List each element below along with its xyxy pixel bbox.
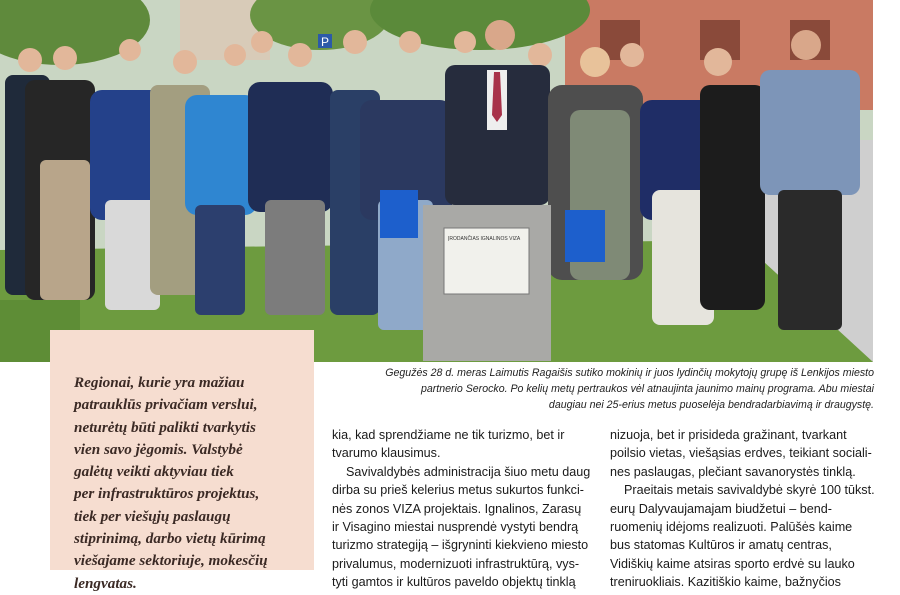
body-line: ir Visagino miestai nusprendė vystyti bendrą bbox=[332, 520, 579, 535]
body-line: Savivaldybės administracija šiuo metu daug bbox=[346, 464, 591, 479]
quote-line: stiprinimą, darbo vietų kūrimą bbox=[74, 530, 266, 548]
quote-line: galėtų veikti aktyviau tiek bbox=[74, 463, 234, 481]
article-column-2 bbox=[610, 426, 875, 592]
quote-line: per infrastruktūros projektus, bbox=[74, 485, 260, 503]
body-line: nes paslaugas, plečiant savanorystės tinklą. bbox=[610, 464, 856, 479]
article-column-1 bbox=[332, 426, 594, 592]
body-line: nizuoja, bet ir prisideda gražinant, tvarkant bbox=[610, 428, 847, 442]
body-line: dirba su prieš kelerius metus sukurtos funkci- bbox=[332, 483, 584, 498]
body-line: ruomenių idėjoms realizuoti. Palūšės kaime bbox=[610, 520, 853, 535]
body-line: bus statomas Kultūros ir amatų centras, bbox=[610, 538, 832, 553]
quote-line: vien savo jėgomis. Valstybė bbox=[74, 440, 243, 458]
body-line: privalumus, modernizuoti infrastruktūrą, vys- bbox=[332, 556, 580, 571]
quote-line: tiek per viešųjų paslaugų bbox=[74, 507, 231, 525]
body-line: turizmo strategiją – išgryninti kiekvieno miesto bbox=[332, 538, 589, 553]
parking-sign-text: P bbox=[321, 35, 330, 49]
body-line: kia, kad sprendžiame ne tik turizmo, bet ir bbox=[332, 428, 565, 442]
body-line: tyti gamtos ir kultūros paveldo objektų tinklą bbox=[332, 575, 576, 590]
body-line: tvarumo klausimus. bbox=[332, 446, 441, 461]
pull-quote bbox=[74, 372, 306, 595]
body-line: poilsio vietas, viešąsias erdves, teikiant sociali- bbox=[610, 446, 872, 461]
body-line: treniruokliais. Kazitiškio kaime, bažnyčios bbox=[610, 575, 841, 590]
body-line: Praeitais metais savivaldybė skyrė 100 tūkst. bbox=[624, 483, 875, 498]
caption-line: Gegužės 28 d. meras Laimutis Ragaišis sutiko mokinių ir juos lydinčių mokytojų grupę iš Lenkijos miesto bbox=[385, 367, 874, 379]
quote-line: Regionai, kurie yra mažiau bbox=[74, 374, 245, 391]
photo-caption bbox=[318, 365, 874, 413]
body-line: Vidiškių kaime atsiras sporto erdvė su lauko bbox=[610, 556, 855, 571]
body-line: nės zonos VIZA projektais. Ignalinos, Zarasų bbox=[332, 501, 582, 516]
quote-line: patrauklūs privačiam verslui, bbox=[74, 396, 258, 414]
plaque-title: ĮRODANČIAS IGNALINOS VIZA bbox=[448, 236, 521, 242]
quote-line: lengvatas. bbox=[74, 574, 137, 592]
quote-line: neturėtų būti palikti tvarkytis bbox=[74, 418, 256, 436]
caption-line: partnerio Serocko. Po kelių metų pertraukos vėl atnaujinta jaunimo mainų programa. Abu miestai bbox=[420, 383, 874, 395]
body-line: eurų Dalyvaujamajam biudžetui – bend- bbox=[610, 501, 832, 516]
quote-line: viešajame sektoriuje, mokesčių bbox=[74, 552, 268, 570]
caption-line: daugiau nei 25-erius metus puoselėja bendradarbiavimą ir draugystę. bbox=[548, 399, 874, 411]
